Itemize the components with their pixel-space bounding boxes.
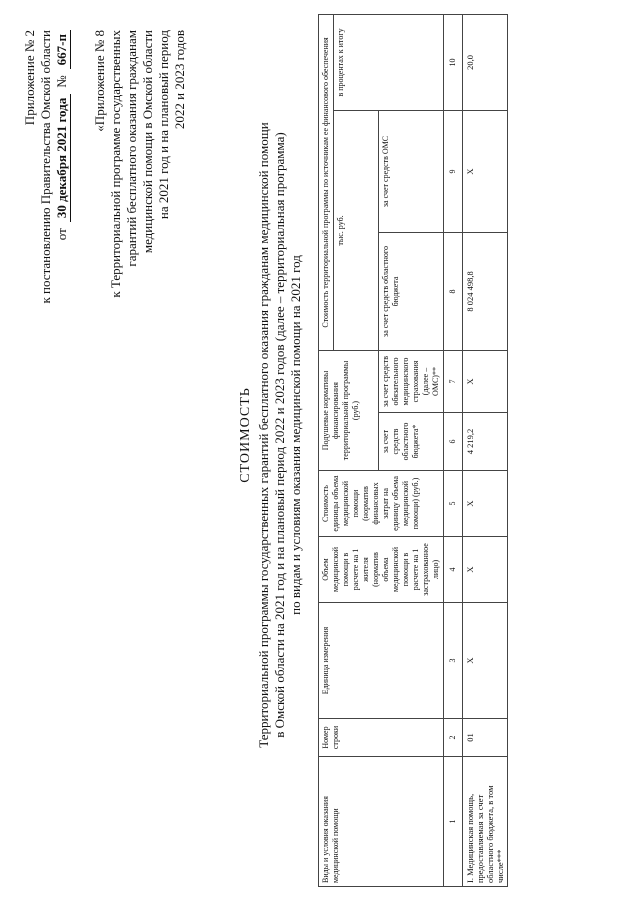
header-cell: за счет средств обязательного медицинского страхования (далее – ОМС)**: [379, 350, 444, 412]
prior-appendix-header: [92, 30, 188, 390]
column-number: 4: [444, 537, 463, 603]
column-number: 6: [444, 413, 463, 471]
appendix-resolution: к постановлению Правительства Омской области: [38, 30, 53, 304]
header-cell: Единица измерения: [319, 603, 444, 719]
header-cell: Объем медицинской помощи в расчете на 1 жителя (норматив объема медицинской помощи в расчете на 1 застрахованное лицо): [319, 537, 444, 603]
header-cell: за счет средств областного бюджета*: [379, 413, 444, 471]
resolution-date: 30 декабря 2021 года: [54, 94, 71, 222]
row-unit-cost: Х: [463, 471, 508, 537]
column-number: 9: [444, 110, 463, 232]
prior-appendix-line: на 2021 год и на плановый период: [156, 30, 171, 220]
prior-appendix-line: медицинской помощи в Омской области: [140, 30, 155, 254]
row-volume: Х: [463, 537, 508, 603]
appendix-number: Приложение № 2: [22, 30, 37, 126]
header-cell: в процентах к итогу: [334, 14, 444, 110]
header-cell: Номер строки: [319, 719, 444, 757]
header-cell: Стоимость единицы объема медицинской помощи (норматив финансовых затрат на единицу объема медицинской помощи) (руб.): [319, 471, 444, 537]
prior-appendix-line: «Приложение № 8: [92, 30, 107, 132]
row-cost-budget: 8 024 498,8: [463, 232, 508, 350]
column-number: 10: [444, 14, 463, 110]
column-number: 8: [444, 232, 463, 350]
subtitle-line: в Омской области на 2021 год и на плановый период 2022 и 2023 годов (далее – территориальная программа): [272, 132, 287, 738]
row-number: 01: [463, 719, 508, 757]
header-cell: Стоимость территориальной программы по источникам ее финансового обеспечения: [319, 14, 334, 350]
cost-table: [318, 14, 508, 887]
row-per-capita-oms: Х: [463, 350, 508, 412]
number-label: №: [54, 75, 69, 88]
column-number: 5: [444, 471, 463, 537]
appendix-date-line: [54, 30, 71, 360]
resolution-number: 667-п: [54, 30, 71, 69]
subtitle-line: Территориальной программы государственных гарантий бесплатного оказания гражданам медицинской помощи: [256, 122, 271, 748]
column-number: 2: [444, 719, 463, 757]
prior-appendix-line: гарантий бесплатного оказания гражданам: [124, 30, 139, 267]
header-cell: Виды и условия оказания медицинской помощи: [319, 757, 444, 887]
header-cell: тыс. руб.: [334, 110, 379, 350]
row-per-capita-budget: 4 219,2: [463, 413, 508, 471]
column-number: 1: [444, 757, 463, 887]
row-percent: 20,0: [463, 14, 508, 110]
document-subtitle: [256, 95, 304, 775]
header-cell: Подушевые нормативы финансирования территориальной программы (руб.): [319, 350, 379, 470]
row-cost-oms: Х: [463, 110, 508, 232]
row-name: I. Медицинская помощь, предоставляемая за счет областного бюджета, в том числе***: [463, 757, 508, 887]
prior-appendix-line: к Территориальной программе государственных: [108, 30, 123, 298]
row-unit: Х: [463, 603, 508, 719]
table-row: [463, 14, 508, 886]
from-label: от: [54, 228, 69, 241]
appendix-header: [22, 30, 71, 360]
column-number-row: [444, 14, 463, 886]
header-cell: за счет средств ОМС: [379, 110, 444, 232]
header-cell: за счет средств областного бюджета: [379, 232, 444, 350]
column-number: 3: [444, 603, 463, 719]
subtitle-line: по видам и условиям оказания медицинской помощи на 2021 год: [288, 255, 303, 615]
table-header-row: [319, 14, 334, 886]
column-number: 7: [444, 350, 463, 412]
document-title: СТОИМОСТЬ: [238, 387, 253, 483]
prior-appendix-line: 2022 и 2023 годов: [172, 30, 187, 130]
